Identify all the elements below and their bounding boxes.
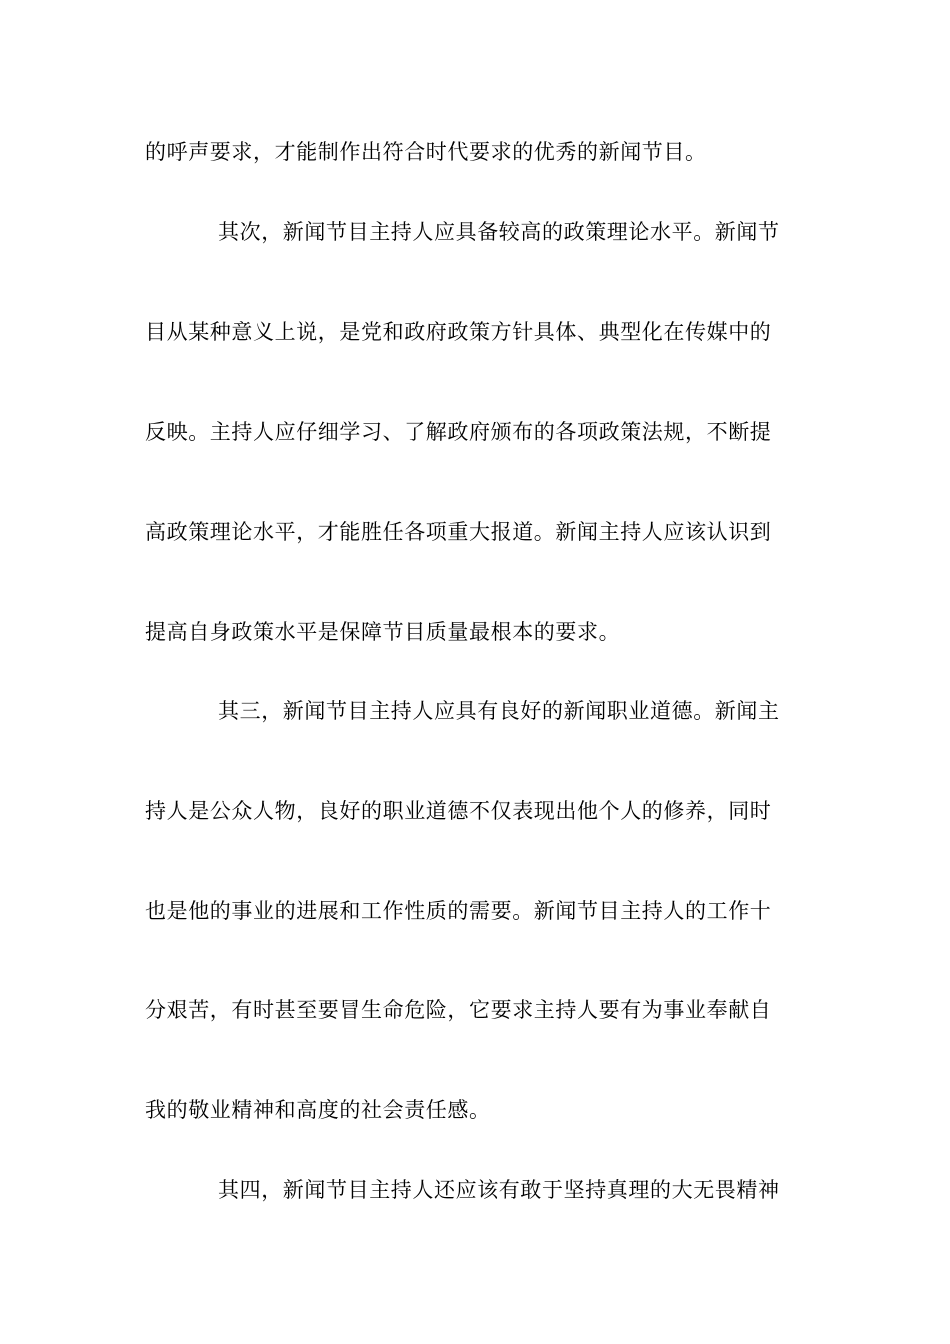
text-line: 目从某种意义上说，是党和政府政策方针具体、典型化在传媒中的 <box>145 320 772 344</box>
text-line: 高政策理论水平，才能胜任各项重大报道。新闻主持人应该认识到 <box>145 520 772 544</box>
text-line: 分艰苦，有时甚至要冒生命危险，它要求主持人要有为事业奉献自 <box>145 998 772 1022</box>
paragraph-first-line: 其次，新闻节目主持人应具备较高的政策理论水平。新闻节 <box>218 220 780 244</box>
text-line: 提高自身政策水平是保障节目质量最根本的要求。 <box>145 620 621 644</box>
paragraph-first-line: 其三，新闻节目主持人应具有良好的新闻职业道德。新闻主 <box>218 699 780 723</box>
text-line: 的呼声要求，才能制作出符合时代要求的优秀的新闻节目。 <box>145 140 707 164</box>
text-line: 也是他的事业的进展和工作性质的需要。新闻节目主持人的工作十 <box>145 899 772 923</box>
text-line: 我的敬业精神和高度的社会责任感。 <box>145 1098 491 1122</box>
paragraph-first-line: 其四，新闻节目主持人还应该有敢于坚持真理的大无畏精神 <box>218 1178 780 1202</box>
text-line: 持人是公众人物，良好的职业道德不仅表现出他个人的修养，同时 <box>145 799 772 823</box>
text-line: 反映。主持人应仔细学习、了解政府颁布的各项政策法规，不断提 <box>145 420 772 444</box>
